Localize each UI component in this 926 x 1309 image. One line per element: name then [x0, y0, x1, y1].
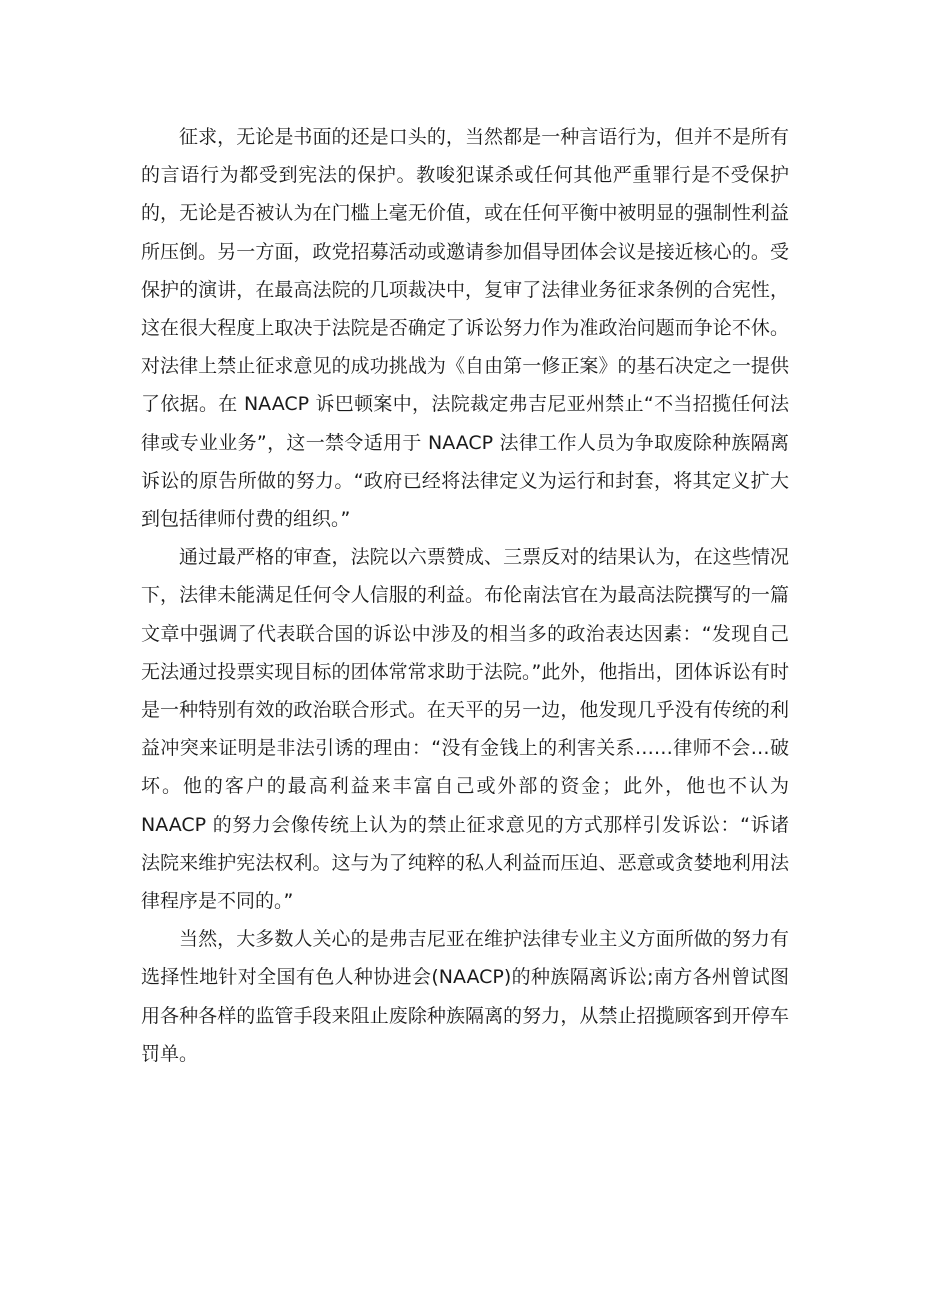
paragraph-2: 通过最严格的审查，法院以六票赞成、三票反对的结果认为，在这些情况下，法律未能满足任何令人信服的利益。布伦南法官在为最高法院撰写的一篇文章中强调了代表联合国的诉讼中涉及的相当多的政治表达因素：“发现自己无法通过投票实现目标的团体常常求助于法院。”此外，他指出，团体诉讼有时是一种特别有效的政治联合形式。在天平的另一边，他发现几乎没有传统的利益冲突来证明是非法引诱的理由：“没有金钱上的利害关系……律师不会…破坏。他的客户的最高利益来丰富自己或外部的资金；此外，他也不认为 NAACP 的努力会像传统上认为的禁止征求意见的方式那样引发诉讼：“诉诸法院来维护宪法权利。这与为了纯粹的私人利益而压迫、恶意或贪婪地利用法律程序是不同的。” — [141, 546, 789, 913]
paragraph-1: 征求，无论是书面的还是口头的，当然都是一种言语行为，但并不是所有的言语行为都受到宪法的保护。教唆犯谋杀或任何其他严重罪行是不受保护的，无论是否被认为在门槛上毫无价值，或在任何平衡中被明显的强制性利益所压倒。另一方面，政党招募活动或邀请参加倡导团体会议是接近核心的。受保护的演讲，在最高法院的几项裁决中，复审了法律业务征求条例的合宪性，这在很大程度上取决于法院是否确定了诉讼努力作为准政治问题而争论不休。对法律上禁止征求意见的成功挑战为《自由第一修正案》的基石决定之一提供了依据。在 NAACP 诉巴顿案中，法院裁定弗吉尼亚州禁止“不当招揽任何法律或专业业务”，这一禁令适用于 NAACP 法律工作人员为争取废除种族隔离诉讼的原告所做的努力。“政府已经将法律定义为运行和封套，将其定义扩大到包括律师付费的组织。” — [141, 126, 789, 531]
paragraph-3: 当然，大多数人关心的是弗吉尼亚在维护法律专业主义方面所做的努力有选择性地针对全国有色人种协进会(NAACP)的种族隔离诉讼;南方各州曾试图用各种各样的监管手段来阻止废除种族隔离的努力，从禁止招揽顾客到开停车罚单。 — [141, 928, 789, 1065]
document-body — [141, 118, 789, 1073]
